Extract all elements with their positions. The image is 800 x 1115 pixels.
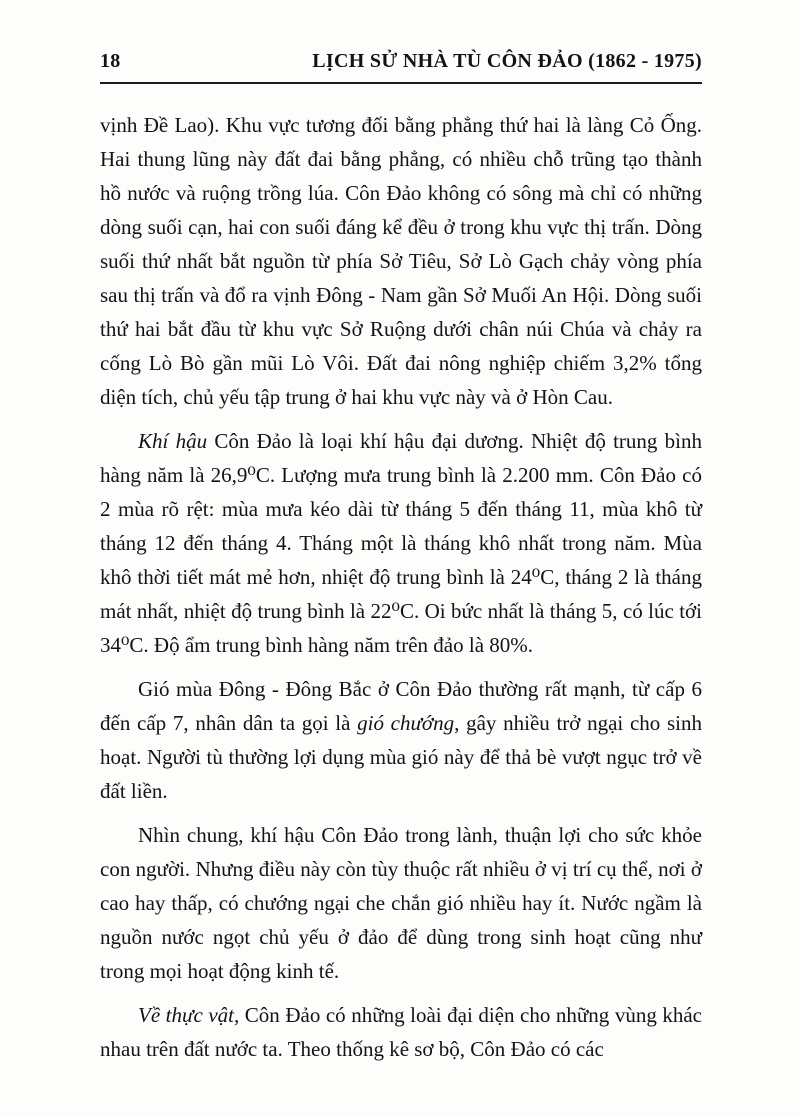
running-title: LỊCH SỬ NHÀ TÙ CÔN ĐẢO (1862 - 1975) [312, 50, 702, 72]
paragraph-text: vịnh Đề Lao). Khu vực tương đối bằng phẳng thứ hai là làng Cỏ Ống. Hai thung lũng này đất đai bằng phẳng, có nhiều chỗ trũng tạo thành hồ nước và ruộng trồng lúa. Côn Đảo không có sông mà chỉ có những dòng suối cạn, hai con suối đáng kể đều ở trong khu vực thị trấn. Dòng suối thứ nhất bắt nguồn từ phía Sở Tiêu, Sở Lò Gạch chảy vòng phía sau thị trấn và đổ ra vịnh Đông - Nam gần Sở Muối An Hội. Dòng suối thứ hai bắt đầu từ khu vực Sở Ruộng dưới chân núi Chúa và chảy ra cống Lò Bò gần mũi Lò Vôi. Đất đai nông nghiệp chiếm 3,2% tổng diện tích, chủ yếu tập trung ở hai khu vực này và ở Hòn Cau. [100, 113, 702, 409]
paragraph-text: Côn Đảo là loại khí hậu đại dương. Nhiệt độ trung bình hàng năm là 26,9⁰C. Lượng mưa trung bình là 2.200 mm. Côn Đảo có 2 mùa rõ rệt: mùa mưa kéo dài từ tháng 5 đến tháng 11, mùa khô từ tháng 12 đến tháng 4. Tháng một là tháng khô nhất trong năm. Mùa khô thời tiết mát mẻ hơn, nhiệt độ trung bình là 24⁰C, tháng 2 là tháng mát nhất, nhiệt độ trung bình là 22⁰C. Oi bức nhất là tháng 5, có lúc tới 34⁰C. Độ ẩm trung bình hàng năm trên đảo là 80%. [100, 429, 702, 657]
paragraph-monsoon [100, 672, 702, 808]
paragraph-italic-term: gió chướng [357, 711, 455, 735]
paragraph-lead-italic: Về thực vật, [138, 1003, 240, 1027]
paragraph-text: Côn Đảo có những loài đại diện cho những vùng khác nhau trên đất nước ta. Theo thống kê sơ bộ, Côn Đảo có các [100, 1003, 703, 1061]
page-body [100, 108, 702, 1066]
paragraph-health-water [100, 818, 702, 988]
paragraph-text: , gây nhiều trở ngại cho sinh hoạt. Người tù thường lợi dụng mùa gió này để thả bè vượt ngục trở về đất liền. [100, 711, 702, 803]
page-number: 18 [100, 50, 121, 72]
paragraph-text: Nhìn chung, khí hậu Côn Đảo trong lành, thuận lợi cho sức khỏe con người. Nhưng điều này còn tùy thuộc rất nhiều ở vị trí cụ thể, nơi ở cao hay thấp, có chướng ngại che chắn gió nhiều hay ít. Nước ngầm là nguồn nước ngọt chủ yếu ở đảo để dùng trong sinh hoạt cũng như trong mọi hoạt động kinh tế. [100, 823, 702, 983]
page-header [100, 50, 702, 73]
paragraph-flora [100, 998, 702, 1066]
paragraph-geography [100, 108, 702, 414]
paragraph-climate [100, 424, 702, 662]
header-rule [100, 82, 702, 84]
paragraph-lead-italic: Khí hậu [138, 429, 208, 453]
paragraph-text: Gió mùa Đông - Đông Bắc ở Côn Đảo thường rất mạnh, từ cấp 6 đến cấp 7, nhân dân ta gọi là [100, 677, 702, 735]
